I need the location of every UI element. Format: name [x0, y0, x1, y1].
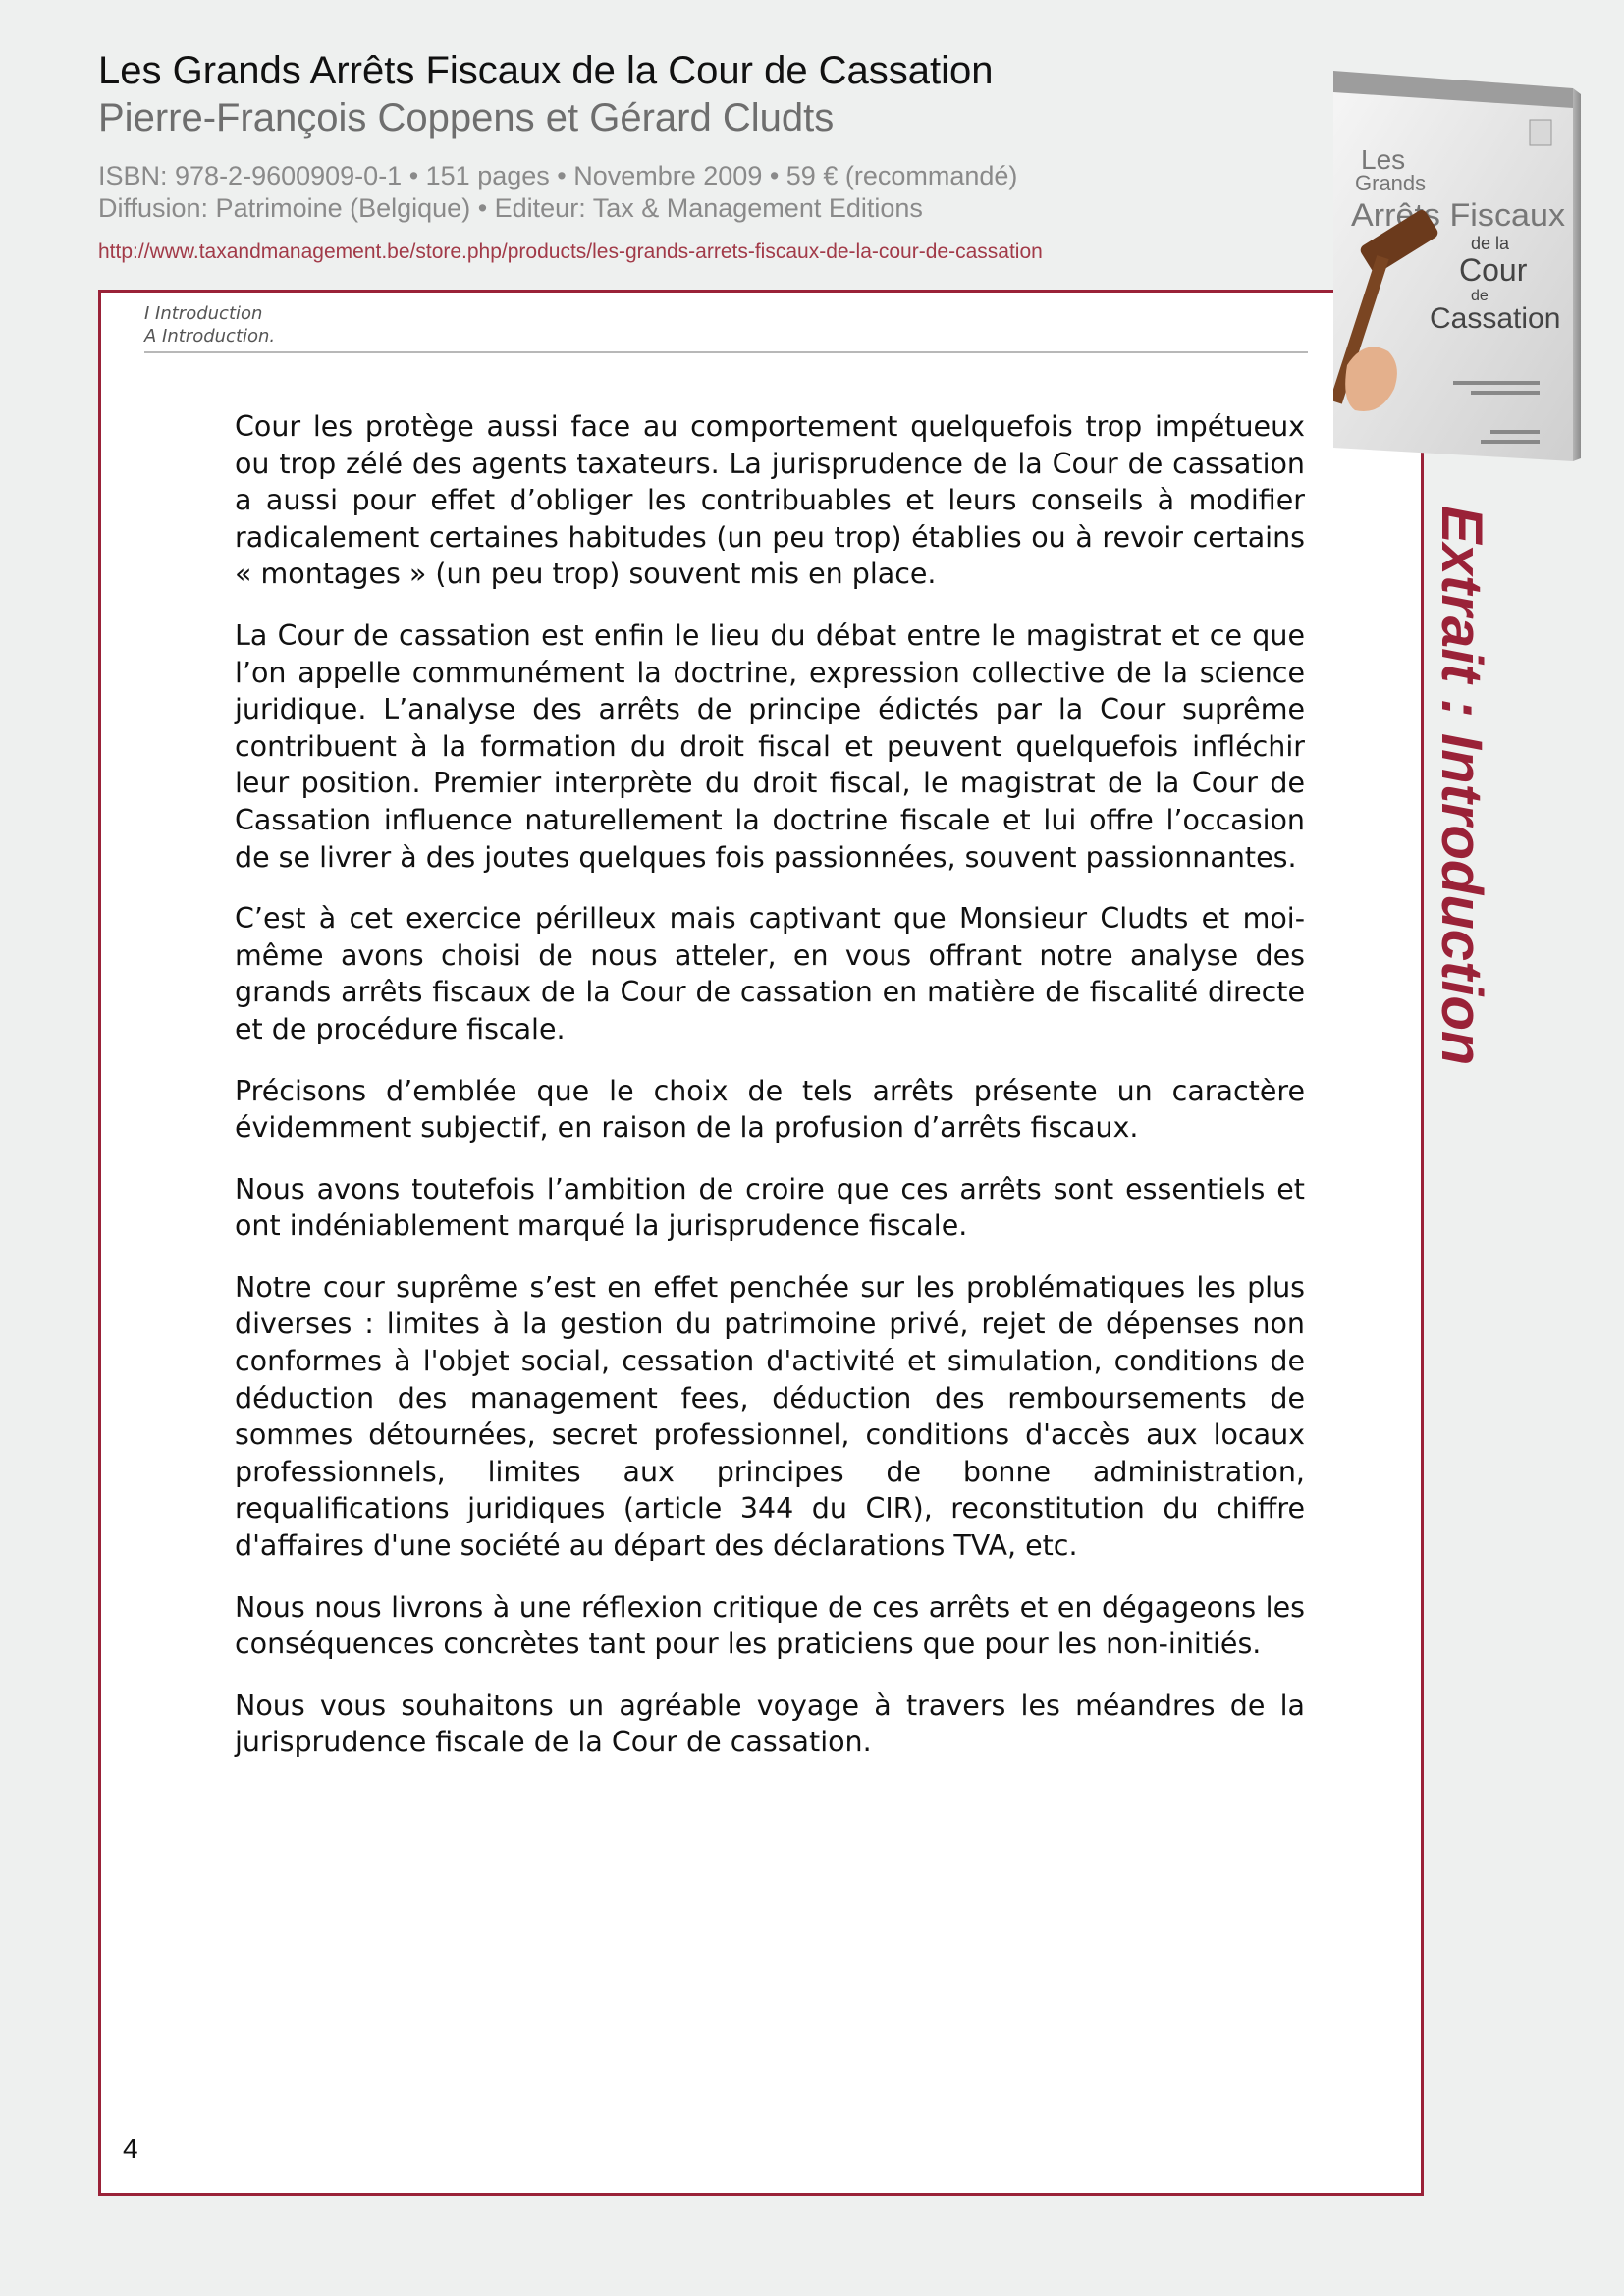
cover-title-les: Les — [1361, 144, 1406, 175]
running-head-chapter: I Introduction — [144, 303, 263, 324]
store-link[interactable]: http://www.taxandmanagement.be/store.php/products/les-grands-arrets-fiscaux-de-la-cour-de-cassation — [98, 240, 1043, 263]
book-details: ISBN: 978-2-9600909-0-1 • 151 pages • Novembre 2009 • 59 € (recommandé) — [98, 161, 1018, 190]
cover-title-cour: Cour — [1459, 252, 1528, 288]
paragraph: Notre cour suprême s’est en effet penchée sur les problématiques les plus diverses : limites à la gestion du patrimoine privé, rejet de dépenses non conformes à l'objet social, cessation d'activité et simulation, conditions de déduction des management fees, déduction des remboursements de sommes détournées, secret professionnel, conditions d'accès aux locaux professionnels, limites aux principes de bonne administration, requalifications juridiques (article 344 du CIR), reconstitution du chiffre d'affaires d'une société au départ des déclarations TVA, etc. — [235, 1270, 1305, 1563]
body-text — [235, 408, 1305, 1786]
excerpt-side-label: Extrait : Introduction — [1430, 506, 1493, 1066]
cover-title-arrets: Arrêts Fiscaux — [1351, 197, 1565, 233]
paragraph: La Cour de cassation est enfin le lieu du débat entre le magistrat et ce que l’on appelle communément la doctrine, expression collective de la science juridique. L’analyse des arrêts de principe édictés par la Cour suprême contribuent à la formation du droit fiscal et peuvent quelquefois infléchir leur position. Premier interprète du droit fiscal, le magistrat de la Cour de Cassation influence naturellement la doctrine fiscale et lui offre l’occasion de se livrer à des joutes quelques fois passionnées, souvent passionnantes. — [235, 618, 1305, 874]
paragraph: Cour les protège aussi face au comportement quelquefois trop impétueux ou trop zélé des agents taxateurs. La jurisprudence de la Cour de cassation a aussi pour effet d’obliger les contribuables et leurs conseils à modifier radicalement certaines habitudes (un peu trop) établies ou à revoir certains « montages » (un peu trop) souvent mis en place. — [235, 410, 1305, 591]
paragraph: Nous vous souhaitons un agréable voyage à travers les méandres de la jurisprudence fiscale de la Cour de cassation. — [235, 1688, 1305, 1759]
page-number: 4 — [123, 2133, 138, 2163]
running-head — [144, 302, 1308, 353]
book-distribution: Diffusion: Patrimoine (Belgique) • Editeur: Tax & Management Editions — [98, 193, 923, 223]
paragraph: Nous avons toutefois l’ambition de croire que ces arrêts sont essentiels et ont indéniablement marqué la jurisprudence fiscale. — [235, 1172, 1305, 1243]
paragraph: Précisons d’emblée que le choix de tels arrêts présente un caractère évidemment subjectif, en raison de la profusion d’arrêts fiscaux. — [235, 1074, 1305, 1145]
book-cover — [1333, 71, 1581, 463]
page-frame — [98, 290, 1424, 2196]
running-head-section: A Introduction. — [144, 326, 276, 347]
cover-title-de: de — [1471, 288, 1489, 304]
paragraph: Nous nous livrons à une réflexion critique de ces arrêts et en dégageons les conséquences concrètes tant pour les praticiens que pour les non-initiés. — [235, 1590, 1305, 1661]
book-authors: Pierre-François Coppens et Gérard Cludts — [98, 96, 835, 139]
cover-title-grands: Grands — [1355, 171, 1427, 195]
book-title: Les Grands Arrêts Fiscaux de la Cour de Cassation — [98, 49, 994, 92]
cover-title-cassation: Cassation — [1430, 302, 1561, 335]
cover-title-dela: de la — [1471, 234, 1510, 253]
paragraph: C’est à cet exercice périlleux mais captivant que Monsieur Cludts et moi-même avons choisi de nous atteler, en vous offrant notre analyse des grands arrêts fiscaux de la Cour de cassation en matière de fiscalité directe et de procédure fiscale. — [235, 902, 1305, 1045]
